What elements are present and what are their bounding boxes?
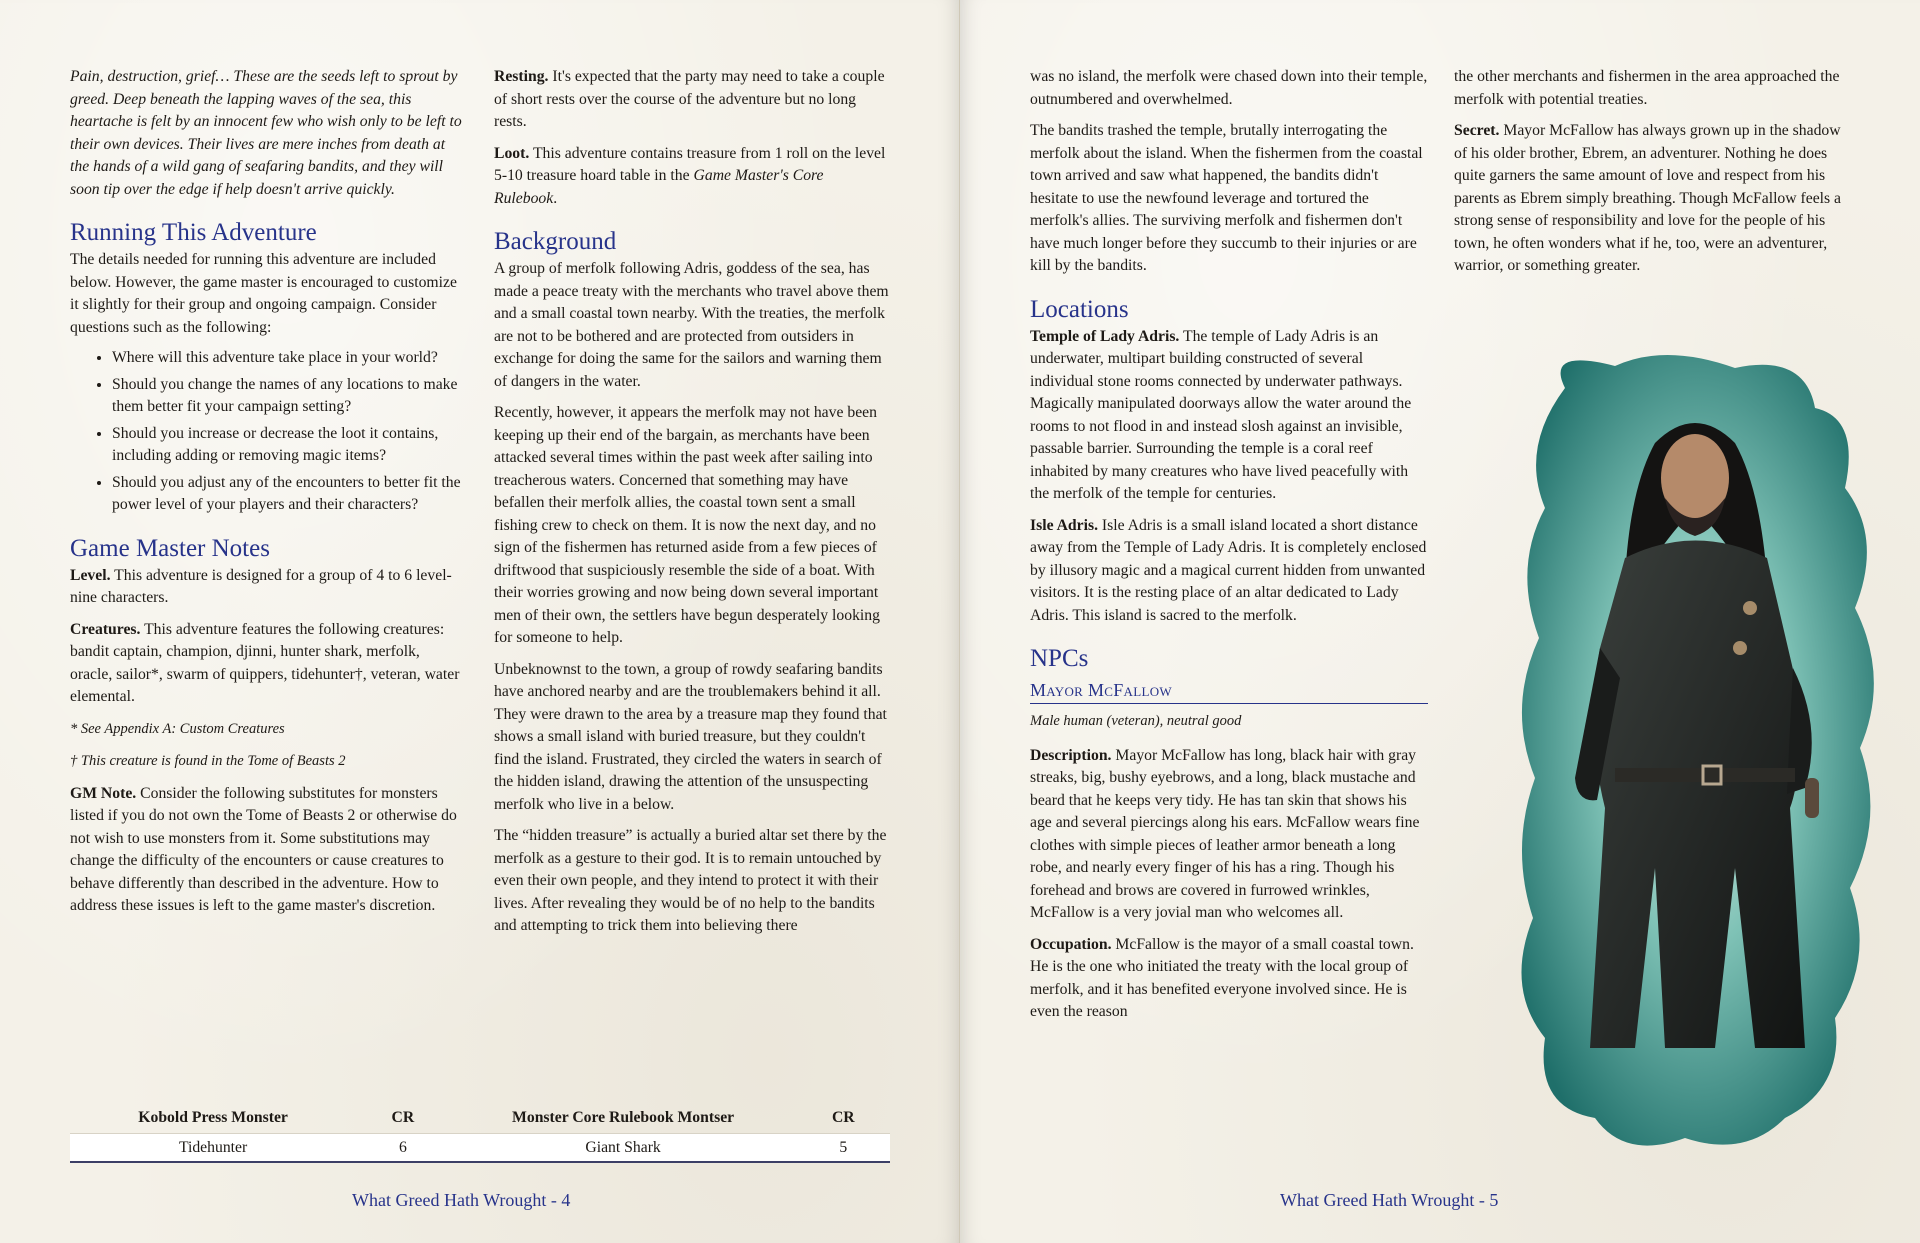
table-header: Kobold Press Monster	[138, 1109, 288, 1126]
table-row	[70, 1134, 890, 1163]
description-text: Mayor McFallow has long, black hair with gray streaks, big, bushy eyebrows, and a long, black mustache and beard that he keeps very tidy. He has tan skin that shows his age and several piercings along his ears. McFallow wears fine clothes with simple pieces of leather armor beneath a long robe, and nearly every finger of his has a ring. Though his forehead and brows are covered in furrowed wrinkles, McFallow is a very jovial man who welcomes all.	[1030, 746, 1420, 921]
occupation-text: McFallow is the mayor of a small coastal town. He is the one who initiated the treaty with the local group of merfolk, and it has benefited everyone involved since. He is even the reason	[1030, 935, 1414, 1020]
loot-end: .	[553, 189, 558, 207]
temple-label: Temple of Lady Adris.	[1030, 327, 1180, 345]
locations-heading: Locations	[1030, 295, 1129, 323]
background-paragraph-2: Recently, however, it appears the merfolk may not have been keeping up their end of the bargain, as merchants have been attacked several times within the past week after sailing into treacherous waters. Concerned that something may have befallen their merfolk allies, the coastal town sent a small fishing crew to check on them. It is now the next day, and no sign of the fishermen has returned aside from a few pieces of driftwood that suspiciously resemble the side of a boat. With their worries growing and now being down several important men of their own, the settlers have begun desperately looking for someone to help.	[494, 404, 880, 646]
right-page	[960, 0, 1920, 1243]
page-footer-left: What Greed Hath Wrought - 4	[352, 1190, 571, 1210]
isle-paragraph	[1030, 515, 1428, 628]
gm-note-paragraph	[70, 783, 462, 918]
table-header: CR	[831, 1109, 855, 1126]
creatures-label: Creatures.	[70, 620, 141, 638]
coat-shape	[1590, 541, 1805, 1049]
npcs-heading: NPCs	[1030, 645, 1089, 672]
belt-shape	[1615, 768, 1795, 782]
list-item: • Should you change the names of any locations to make them better fit your campaign setting?	[112, 374, 462, 419]
continued-paragraph: was no island, the merfolk were chased down into their temple, outnumbered and overwhelmed.	[1030, 68, 1428, 108]
loot-book-title: Game Master's Core Rulebook	[494, 167, 824, 207]
npc-portrait-icon	[1505, 348, 1890, 1158]
left-column-2	[494, 66, 890, 947]
table-cell: Giant Shark	[450, 1134, 797, 1163]
background-paragraph-1: A group of merfolk following Adris, goddess of the sea, has made a peace treaty with the merchants who travel above them and a small coastal town nearby. With the treaties, the merfolk are not to be bothered and are protected from outsiders in exchange for doing the same for the sailors and warning them of dangers in the water.	[494, 260, 889, 390]
page-footer-right: What Greed Hath Wrought - 5	[1280, 1190, 1499, 1210]
background-heading: Background	[494, 228, 617, 255]
creatures-text: This adventure features the following creatures: bandit captain, champion, djinni, hunter shark, merfolk, oracle, sailor*, swarm of quippers, tidehunter†, veteran, water elemental.	[70, 620, 460, 705]
occupation-label: Occupation.	[1030, 935, 1112, 953]
isle-label: Isle Adris.	[1030, 516, 1098, 534]
description-label: Description.	[1030, 746, 1112, 764]
level-label: Level.	[70, 566, 111, 584]
background-paragraph-3: Unbeknownst to the town, a group of rowdy seafaring bandits have anchored nearby and are the troublemakers behind it all. They were drawn to the area by a treasure map they found that shows a small island with buried treasure, but they couldn't find the island. Frustrated, they circled the waters in search of the hidden island, drawing the attention of the unsuspecting merfolk who live in a below.	[494, 660, 887, 813]
isle-text: Isle Adris is a small island located a short distance away from the Temple of Lady Adris. It is completely enclosed by illusory magic and a magical current hidden from unwanted visitors. It is the resting place of an altar dedicated to Lady Adris. This island is sacred to the merfolk.	[1030, 516, 1427, 624]
occupation-paragraph	[1030, 934, 1428, 1024]
table-cell: 6	[356, 1134, 449, 1163]
secret-text: Mayor McFallow has always grown up in the shadow of his older brother, Ebrem, an adventurer. Nothing he does quite garners the same amount of love and respect from his parents as Ebrem simply breathing. Though McFallow feels a strong sense of responsibility and love for the people of his town, he often wonders what if he, too, were an adventurer, warrior, or something greater.	[1454, 122, 1842, 274]
question-list	[70, 347, 462, 517]
npc-subtitle: Male human (veteran), neutral good	[1030, 713, 1242, 729]
table-header: Monster Core Rulebook Montser	[512, 1109, 735, 1126]
gm-notes-heading: Game Master Notes	[70, 534, 270, 562]
table-cell: 5	[797, 1134, 890, 1163]
gm-note-label: GM Note.	[70, 784, 137, 802]
treaties-paragraph: the other merchants and fishermen in the area approached the merfolk with potential treaties.	[1454, 68, 1840, 108]
description-paragraph	[1030, 745, 1428, 925]
secret-paragraph	[1454, 120, 1844, 278]
list-item: • Should you increase or decrease the loot it contains, including adding or removing magic items?	[112, 423, 462, 468]
bandits-paragraph: The bandits trashed the temple, brutally interrogating the merfolk about the island. When the fishermen from the coastal town arrived and saw what happened, the bandits didn't hesitate to use the newfound leverage and tortured the merfolk's allies. The surviving merfolk and fishermen don't have much longer before they succumb to their injuries or are kill by the bandits.	[1030, 122, 1423, 274]
temple-paragraph	[1030, 326, 1428, 506]
loot-paragraph	[494, 143, 890, 211]
right-column-1	[1030, 66, 1428, 1033]
creatures-paragraph	[70, 619, 462, 709]
coat-button-shape	[1743, 601, 1757, 615]
background-paragraph-4: The “hidden treasure” is actually a buried altar set there by the merfolk as a gesture to their god. It is to remain untouched by even their own people, and they intend to protect it with their lives. After revealing they would be of no help to the bandits and attempting to trick them into believing there	[494, 827, 887, 934]
loot-label: Loot.	[494, 144, 530, 162]
level-paragraph	[70, 565, 462, 610]
npc-name: Mayor McFallow	[1030, 679, 1428, 704]
table-header: CR	[391, 1109, 415, 1126]
left-column-1	[70, 66, 462, 927]
secret-label: Secret.	[1454, 122, 1500, 139]
running-heading: Running This Adventure	[70, 219, 317, 246]
list-item: • Should you adjust any of the encounters to better fit the power level of your players and their characters?	[112, 472, 462, 517]
footnote-tome: † This creature is found in the Tome of Beasts 2	[70, 753, 346, 769]
resting-label: Resting.	[494, 68, 549, 85]
gm-note-text: Consider the following substitutes for monsters listed if you do not own the Tome of Beasts 2 or otherwise do not wish to use monsters from it. Some substitutions may change the difficulty of the encounters or cause creatures to behave differently than described in the adventure. How to address these issues is left to the game master's discretion.	[70, 784, 457, 914]
right-column-2	[1454, 66, 1844, 287]
table-cell: Tidehunter	[70, 1134, 356, 1163]
intro-text: Pain, destruction, grief… These are the seeds left to sprout by greed. Deep beneath the lapping waves of the sea, this heartache is felt by an innocent few who wish only to be left to their own devices. Their lives are mere inches from death at the hands of a wild gang of seafaring bandits, and they will soon tip over the edge if help doesn't arrive quickly.	[70, 68, 462, 198]
loot-text: This adventure contains treasure from 1 roll on the level 5-10 treasure hoard table in the	[494, 144, 886, 184]
resting-paragraph	[494, 66, 890, 134]
level-text: This adventure is designed for a group of 4 to 6 level-nine characters.	[70, 566, 452, 606]
resting-text: It's expected that the party may need to take a couple of short rests over the course of the adventure but no long rests.	[494, 68, 885, 130]
temple-text: The temple of Lady Adris is an underwater, multipart building constructed of several individual stone rooms connected by underwater pathways. Magically manipulated doorways allow the water around the rooms to not flood in and instead slosh against an invisible, passable barrier. Surrounding the temple is a coral reef inhabited by many creatures who have lived peacefully with the merfolk of the temple for centuries.	[1030, 327, 1412, 502]
list-item: • Where will this adventure take place in your world?	[112, 347, 462, 370]
footnote-custom: * See Appendix A: Custom Creatures	[70, 720, 285, 737]
table-header-row	[70, 1105, 890, 1134]
coat-button-shape	[1733, 641, 1747, 655]
substitution-table	[70, 1105, 890, 1163]
running-text: The details needed for running this adventure are included below. However, the game master is encouraged to customize it slightly for their group and ongoing campaign. Consider questions such as the following:	[70, 251, 457, 336]
flask-shape	[1805, 778, 1819, 818]
